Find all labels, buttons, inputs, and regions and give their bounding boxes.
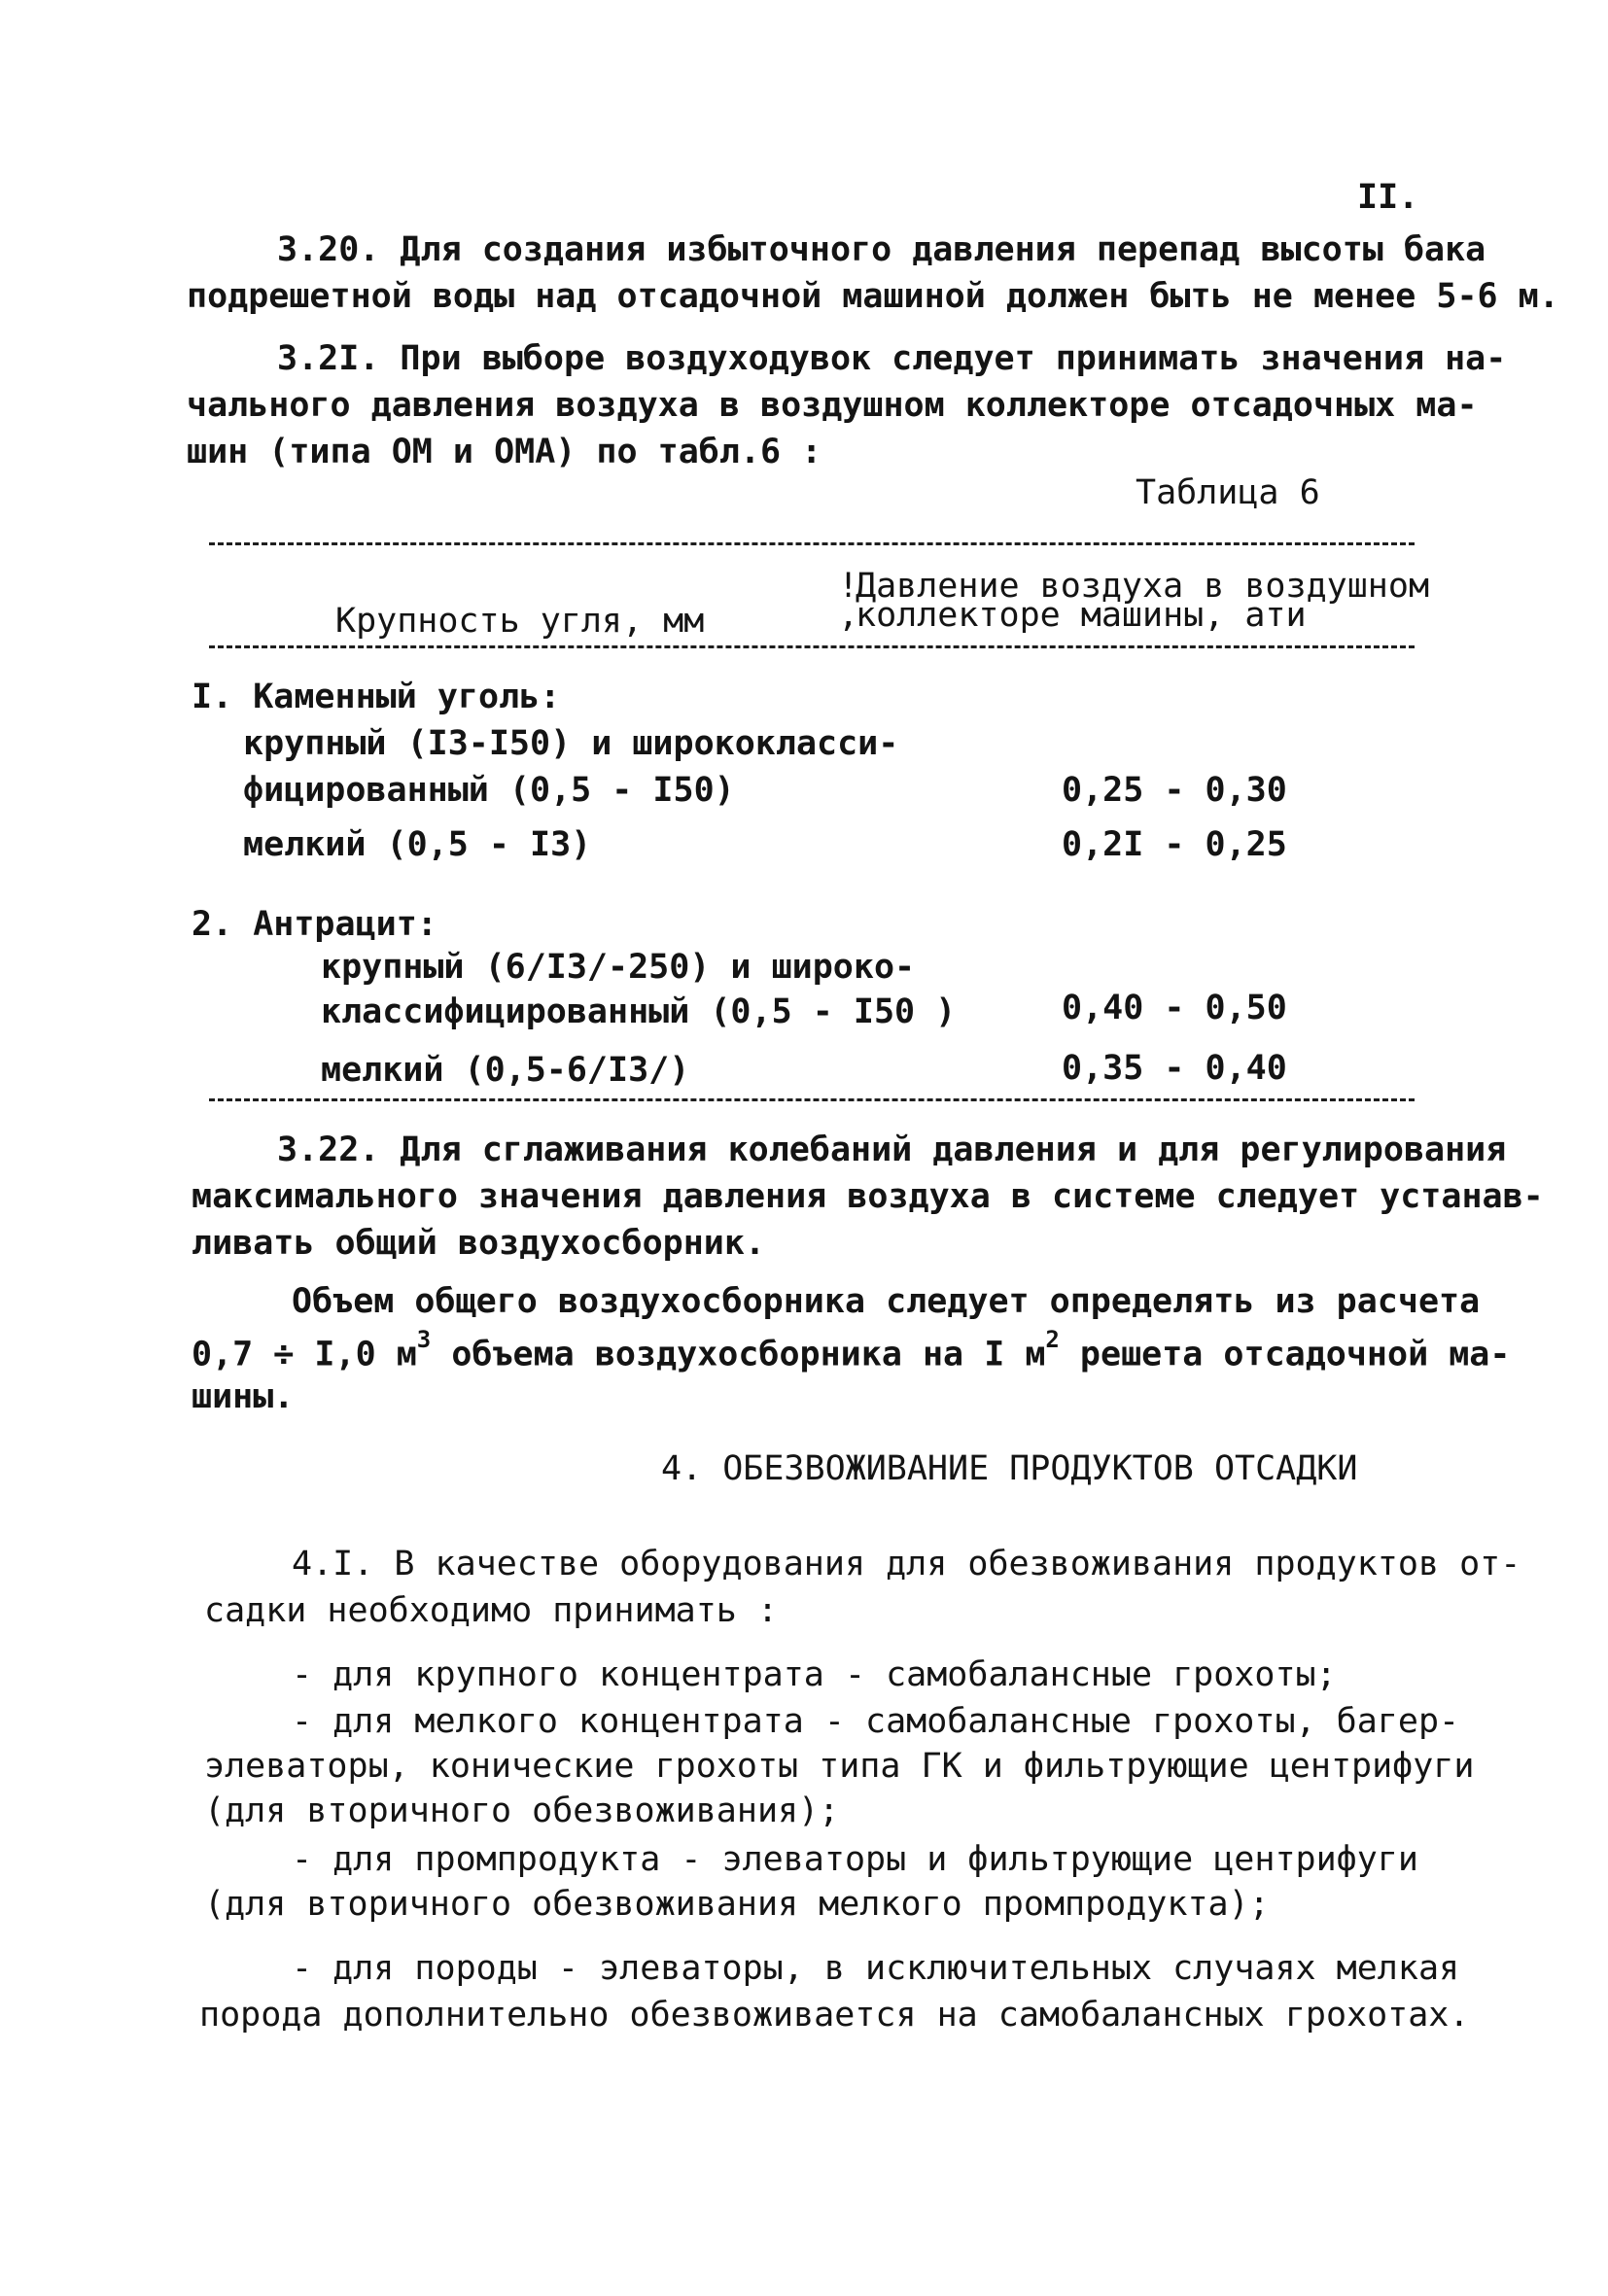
row-coal-small-value: 0,2I - 0,25 bbox=[1062, 825, 1287, 864]
para-volume-line-3: шины. bbox=[192, 1377, 295, 1416]
table-top-rule bbox=[209, 542, 1415, 545]
bullet-rock-1: - для породы - элеваторы, в исключительных случаях мелкая bbox=[292, 1949, 1460, 1988]
row-anthr-small-value: 0,35 - 0,40 bbox=[1062, 1049, 1287, 1088]
table-header-sep-1: ! bbox=[838, 567, 859, 606]
section-4-heading: 4. ОБЕЗВОЖИВАНИЕ ПРОДУКТОВ ОТСАДКИ bbox=[661, 1449, 1358, 1488]
table-header-sep-2: , bbox=[838, 596, 859, 635]
para-volume-line-1: Объем общего воздухосборника следует определять из расчета bbox=[292, 1282, 1481, 1321]
para-4-1-line-2: садки необходимо принимать : bbox=[204, 1591, 779, 1630]
bullet-middlings-1: - для промпродукта - элеваторы и фильтрующие центрифуги bbox=[292, 1840, 1418, 1879]
para-3-22-line-1: 3.22. Для сглаживания колебаний давления и для регулирования bbox=[277, 1131, 1507, 1169]
bullet-fine-concentrate-3: (для вторичного обезвоживания); bbox=[204, 1792, 840, 1830]
para-3-21-line-1: 3.2I. При выборе воздуходувок следует принимать значения на- bbox=[277, 339, 1507, 378]
row-anthr-large-value: 0,40 - 0,50 bbox=[1062, 989, 1287, 1027]
para-4-1-line-1: 4.I. В качестве оборудования для обезвоживания продуктов от- bbox=[292, 1545, 1521, 1583]
row-anthr-large-label-1: крупный (6/I3/-250) и широко- bbox=[321, 948, 916, 987]
volume-tail: решета отсадочной ма- bbox=[1059, 1335, 1511, 1374]
row-anthr-large-label-2: классифицированный (0,5 - I50 ) bbox=[321, 992, 957, 1031]
table-header-pressure-line-1: Давление воздуха в воздушном bbox=[856, 567, 1430, 606]
row-coal-large-label-1: крупный (I3-I50) и ширококласси- bbox=[243, 724, 899, 763]
para-3-21-line-2: чального давления воздуха в воздушном коллекторе отсадочных ма- bbox=[187, 386, 1478, 425]
table-header-size: Крупность угля, мм bbox=[335, 602, 705, 641]
area-unit-exponent: 2 bbox=[1045, 1326, 1060, 1353]
para-3-22-line-2: максимального значения давления воздуха в системе следует устанав- bbox=[192, 1177, 1544, 1216]
group-title-anthracite: 2. Антрацит: bbox=[192, 905, 437, 944]
bullet-fine-concentrate-2: элеваторы, конические грохоты типа ГК и фильтрующие центрифуги bbox=[204, 1747, 1475, 1786]
para-3-20-line-2: подрешетной воды над отсадочной машиной должен быть не менее 5-6 м. bbox=[187, 277, 1559, 316]
para-3-20-line-1: 3.20. Для создания избыточного давления перепад высоты бака bbox=[277, 230, 1486, 269]
row-coal-small-label: мелкий (0,5 - I3) bbox=[243, 825, 592, 864]
row-anthr-small-label: мелкий (0,5-6/I3/) bbox=[321, 1051, 690, 1090]
para-volume-line-2 bbox=[192, 1326, 1511, 1374]
volume-range: 0,7 ÷ I,0 м bbox=[192, 1335, 417, 1374]
page-number: II. bbox=[1357, 178, 1419, 217]
group-title-coal: I. Каменный уголь: bbox=[192, 678, 561, 716]
table-bottom-rule bbox=[209, 1098, 1415, 1101]
table-header-rule bbox=[209, 645, 1415, 648]
table-caption: Таблица 6 bbox=[1136, 473, 1320, 512]
row-coal-large-label-2: фицированный (0,5 - I50) bbox=[243, 771, 735, 810]
row-coal-large-value: 0,25 - 0,30 bbox=[1062, 771, 1287, 810]
volume-unit-exponent: 3 bbox=[416, 1326, 432, 1353]
bullet-middlings-2: (для вторичного обезвоживания мелкого промпродукта); bbox=[204, 1885, 1270, 1924]
para-3-22-line-3: ливать общий воздухосборник. bbox=[192, 1224, 766, 1263]
para-3-21-line-3: шин (типа ОМ и ОМА) по табл.6 : bbox=[187, 433, 822, 471]
bullet-rock-2: порода дополнительно обезвоживается на самобалансных грохотах. bbox=[199, 1996, 1470, 2035]
bullet-fine-concentrate-1: - для мелкого концентрата - самобалансные грохоты, багер- bbox=[292, 1702, 1460, 1741]
bullet-large-concentrate: - для крупного концентрата - самобалансные грохоты; bbox=[292, 1655, 1337, 1694]
volume-per-area: объема воздухосборника на I м bbox=[431, 1335, 1046, 1374]
table-header-pressure-line-2: коллекторе машины, ати bbox=[856, 596, 1307, 635]
